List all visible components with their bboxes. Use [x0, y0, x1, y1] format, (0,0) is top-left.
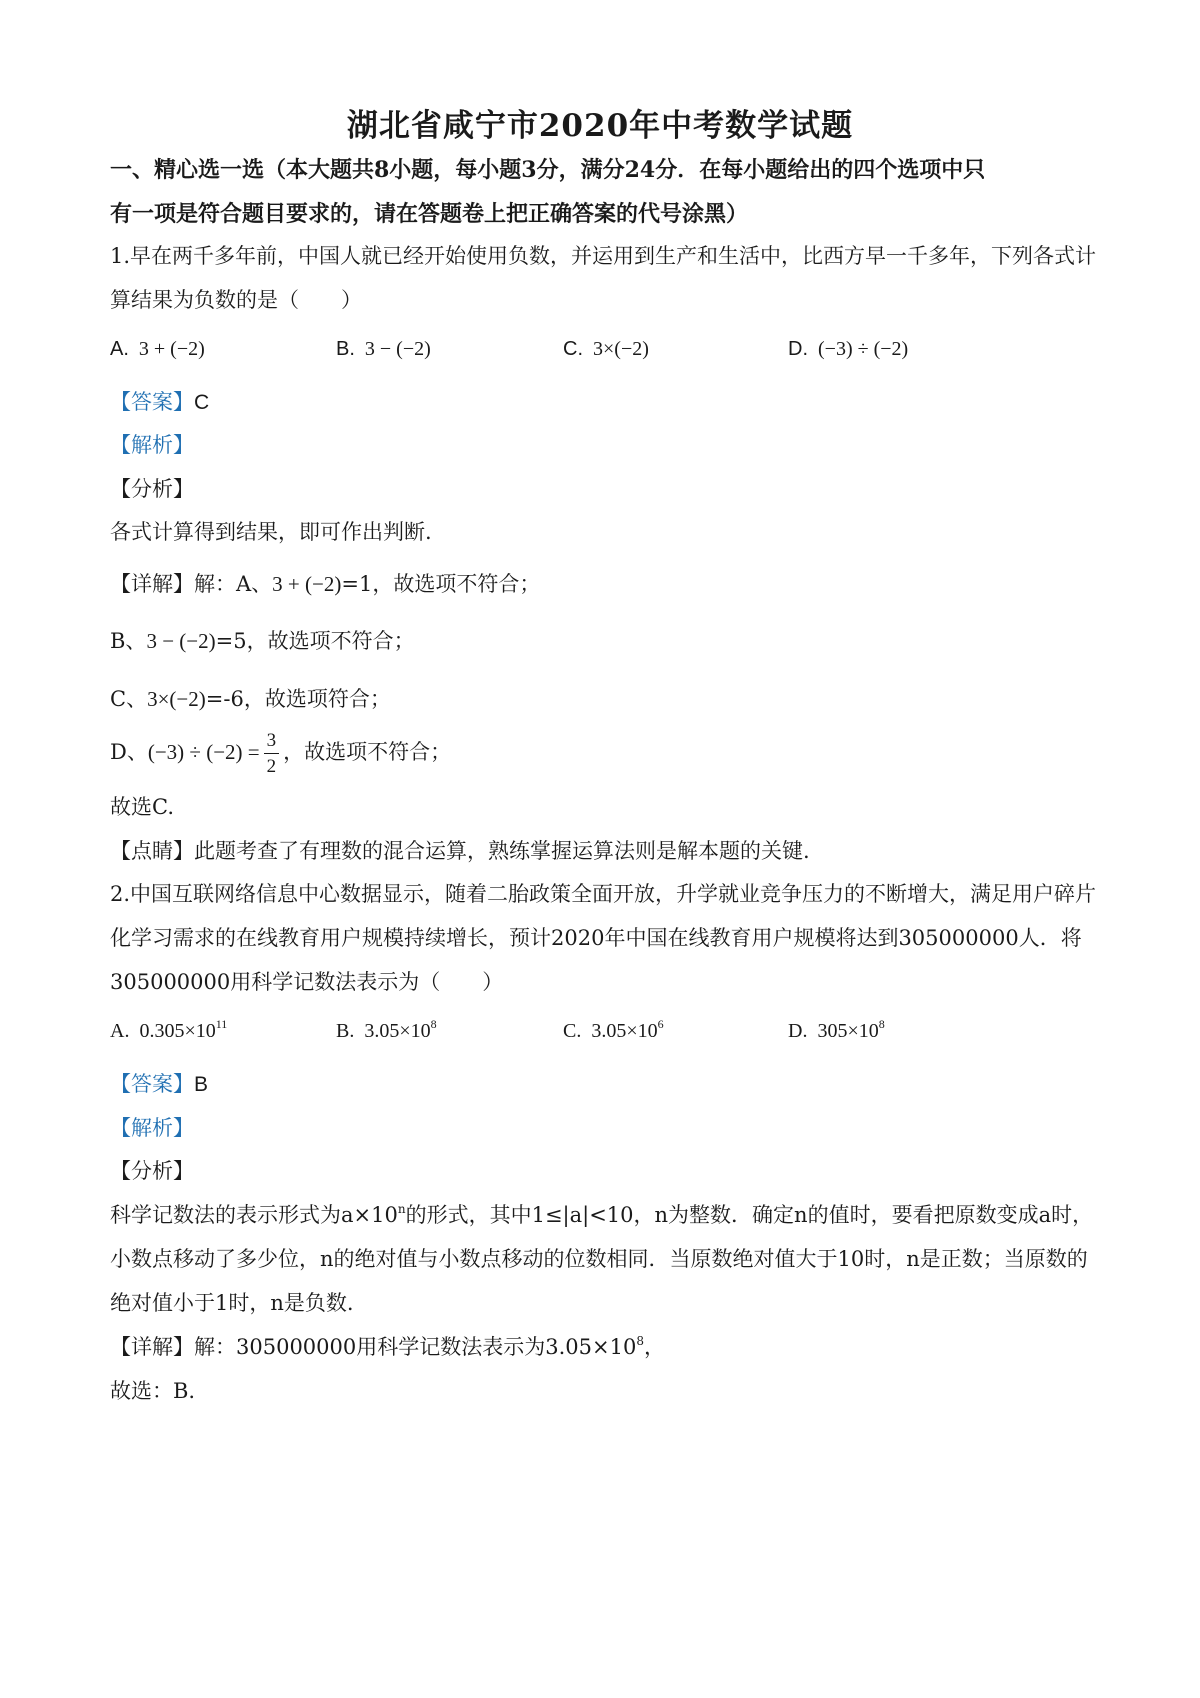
option-exponent: 11	[215, 1017, 228, 1031]
option-letter: A.	[110, 338, 129, 360]
option-letter: C.	[563, 1020, 582, 1042]
option-expression	[817, 1017, 885, 1042]
answer-value: B	[194, 1073, 209, 1096]
q1-detail-d	[110, 728, 451, 779]
option-expression	[591, 1017, 664, 1042]
detail-expression: (−3) ÷ (−2) =	[147, 740, 260, 764]
q1-option-c	[563, 336, 649, 361]
option-expression: 3×(−2)	[593, 338, 649, 360]
fraction-denominator: 2	[266, 756, 277, 777]
q2-stem-line-3: 305000000用科学记数法表示为（ ）	[110, 970, 504, 994]
fenxi-text: 的形式，其中1≤|a|<10，n为整数．确定n的值时，要看把原数变成a时，	[405, 1203, 1094, 1227]
q2-answer	[110, 1068, 208, 1098]
q1-conclusion: 故选C.	[110, 795, 174, 819]
detail-result: =5，故选项不符合；	[215, 629, 415, 653]
option-expression: 3 + (−2)	[138, 338, 205, 360]
option-base: 0.305×10	[139, 1020, 216, 1042]
detail-expression: 3 − (−2)	[146, 629, 216, 653]
q1-jiexi-label: 【解析】	[110, 433, 194, 457]
page-title: 湖北省咸宁市2020年中考数学试题	[346, 108, 854, 144]
q2-conclusion: 故选：B.	[110, 1379, 196, 1403]
answer-value: C	[194, 391, 210, 414]
detail-prefix: 【详解】解：A、	[110, 572, 273, 596]
q2-fenxi-line-2: 小数点移动了多少位，n的绝对值与小数点移动的位数相同．当原数绝对值大于10时，n是正数；当原数的	[110, 1247, 1088, 1271]
section-header-line-1: 一、精心选一选（本大题共8小题，每小题3分，满分24分．在每小题给出的四个选项中只	[110, 157, 986, 183]
q1-detail-b	[110, 625, 415, 655]
option-expression	[139, 1017, 228, 1042]
fraction-numerator: 3	[264, 728, 280, 754]
option-base: 3.05×10	[591, 1020, 658, 1042]
q2-fenxi-line-1	[110, 1199, 1093, 1229]
q2-detail	[110, 1331, 665, 1361]
detail-prefix: B、	[110, 629, 147, 653]
q1-answer	[110, 386, 209, 416]
option-exponent: 8	[878, 1017, 885, 1031]
q1-option-d	[788, 336, 908, 361]
option-letter: D.	[788, 1020, 808, 1042]
option-exponent: 6	[657, 1017, 664, 1031]
option-letter: C.	[563, 338, 583, 360]
q1-option-a	[110, 336, 205, 361]
q2-option-c	[563, 1018, 664, 1043]
answer-label: 【答案】	[110, 390, 194, 414]
exponent: 8	[636, 1334, 644, 1348]
q2-fenxi-line-3: 绝对值小于1时，n是负数.	[110, 1291, 354, 1315]
option-letter: D.	[788, 338, 808, 360]
q1-option-b	[336, 336, 431, 361]
detail-expression: 3×(−2)	[147, 687, 206, 711]
detail-text: ，	[643, 1335, 665, 1359]
detail-prefix: C、	[110, 687, 148, 711]
q1-detail-c	[110, 683, 391, 713]
detail-prefix: D、	[110, 740, 148, 764]
option-base: 3.05×10	[364, 1020, 431, 1042]
q2-option-a	[110, 1018, 227, 1043]
q2-jiexi-label: 【解析】	[110, 1116, 194, 1140]
option-letter: B.	[336, 1020, 355, 1042]
q1-dianjing: 【点睛】此题考查了有理数的混合运算，熟练掌握运算法则是解本题的关键.	[110, 839, 810, 863]
option-expression	[364, 1017, 437, 1042]
q1-fenxi-text: 各式计算得到结果，即可作出判断.	[110, 520, 432, 544]
option-expression: 3 − (−2)	[364, 338, 431, 360]
detail-result: ，故选项不符合；	[283, 740, 452, 764]
fraction	[264, 728, 280, 779]
option-letter: A.	[110, 1020, 130, 1042]
detail-expression: 3 + (−2)	[272, 572, 342, 596]
q1-detail-a	[110, 568, 540, 598]
q2-option-d	[788, 1018, 885, 1043]
section-header-line-2: 有一项是符合题目要求的，请在答题卷上把正确答案的代号涂黑）	[110, 201, 749, 227]
detail-result: =1，故选项不符合；	[341, 572, 541, 596]
answer-label: 【答案】	[110, 1072, 194, 1096]
option-letter: B.	[336, 338, 355, 360]
detail-text: 【详解】解：305000000用科学记数法表示为3.05×10	[110, 1335, 637, 1359]
fenxi-text: 科学记数法的表示形式为a×10	[110, 1203, 398, 1227]
exponent: n	[397, 1202, 406, 1216]
q1-stem-line-1: 1.早在两千多年前，中国人就已经开始使用负数，并运用到生产和生活中，比西方早一千多年，下列各式计	[110, 244, 1097, 268]
option-exponent: 8	[430, 1017, 437, 1031]
q2-stem-line-2: 化学习需求的在线教育用户规模持续增长，预计2020年中国在线教育用户规模将达到305000000人．将	[110, 926, 1082, 950]
detail-result: =-6，故选项符合；	[205, 687, 391, 711]
option-base: 305×10	[817, 1020, 879, 1042]
q2-fenxi-label: 【分析】	[110, 1159, 194, 1183]
option-expression: (−3) ÷ (−2)	[818, 338, 909, 360]
q2-stem-line-1: 2.中国互联网络信息中心数据显示，随着二胎政策全面开放，升学就业竞争压力的不断增大，满足用户碎片	[110, 882, 1097, 906]
q1-fenxi-label: 【分析】	[110, 477, 194, 501]
q1-stem-line-2: 算结果为负数的是（ ）	[110, 288, 362, 312]
q2-option-b	[336, 1018, 437, 1043]
